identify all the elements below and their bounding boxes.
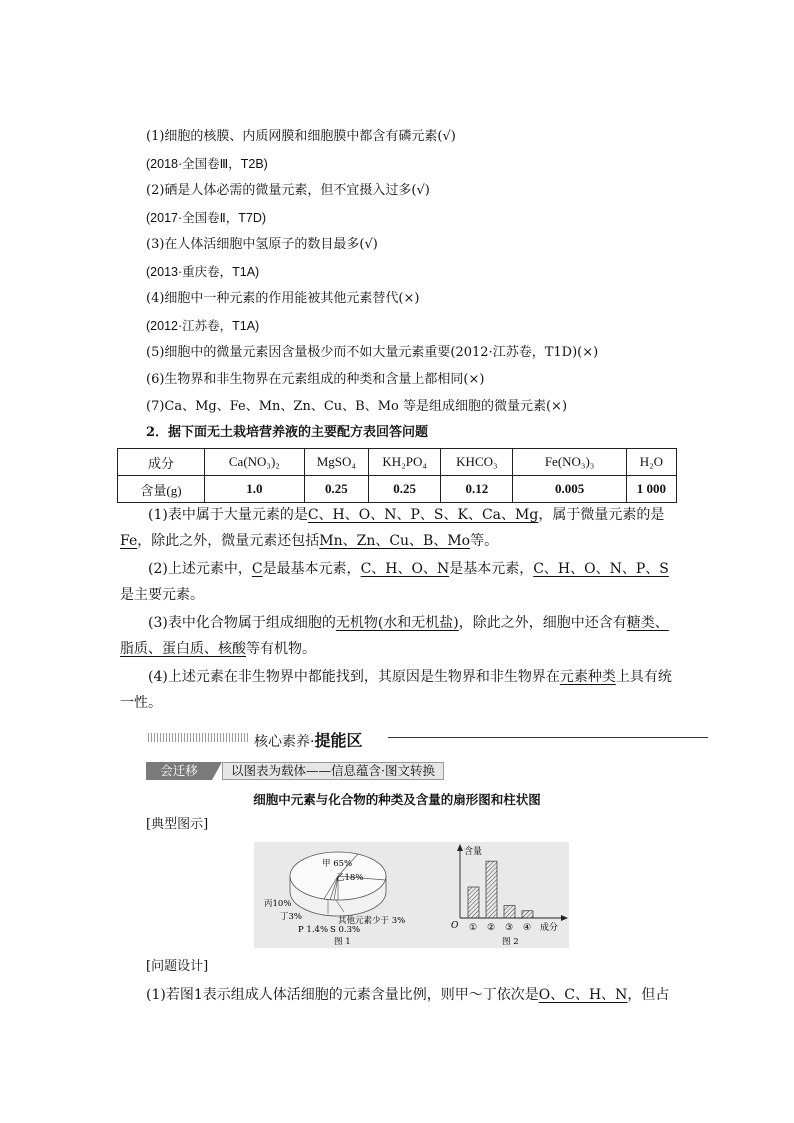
- section-dots: [148, 733, 250, 742]
- x-axis-arrow: [561, 915, 568, 921]
- x-axis-label: 成分: [540, 923, 559, 933]
- table-cell: 0.005: [513, 476, 626, 503]
- answer-blank: C、H、O、N、P、S: [533, 561, 669, 577]
- q1-source-3: (2013·重庆卷，T1A): [146, 265, 260, 279]
- pie-label-f: P 1.4%: [298, 925, 329, 935]
- table-header-cell: KHCO₃: [441, 449, 513, 476]
- answer-blank: Fe: [120, 533, 138, 549]
- tag-tail: [212, 762, 222, 780]
- table-cell: 0.12: [441, 476, 513, 503]
- q2-answer-4: (4)上述元素在非生物界中都能找到，其原因是生物界和非生物界在元素种类上具有统一性。: [120, 669, 672, 711]
- table-cell: 0.25: [369, 476, 441, 503]
- section-tag: 会迁移: [146, 762, 212, 780]
- q1-item-1: (1)细胞的核膜、内质网膜和细胞膜中都含有磷元素(√): [146, 129, 456, 144]
- table-header-cell: H₂O: [626, 449, 676, 476]
- q1-item-2: (2)硒是人体必需的微量元素，但不宜摄入过多(√): [146, 183, 430, 198]
- bar-3: [504, 906, 515, 918]
- bar-4: [522, 911, 533, 918]
- typical-label: [典型图示]: [146, 817, 209, 832]
- answer-blank: 元素种类: [559, 669, 616, 685]
- table-header-cell: MgSO₄: [304, 449, 368, 476]
- answer-blank: 糖类、脂质、蛋白质、核酸: [120, 615, 669, 657]
- y-axis-arrow: [457, 844, 463, 851]
- y-axis-label: 含量: [464, 847, 483, 857]
- pie-label-e: 其他元素少于 3%: [338, 916, 406, 926]
- answer-blank: 无机物(水和无机盐): [335, 615, 459, 631]
- design-label: [问题设计]: [146, 959, 209, 974]
- table-header-cell: 成分: [118, 449, 205, 476]
- q1-source-1: (2018·全国卷Ⅲ，T2B): [146, 157, 268, 171]
- q1-item-4: (4)细胞中一种元素的作用能被其他元素替代(×): [146, 291, 420, 306]
- table-header-cell: KH₂PO₄: [369, 449, 441, 476]
- tag-description: 以图表为载体——信息蕴含·图文转换: [222, 762, 444, 780]
- q1-item-3: (3)在人体活细胞中氢原子的数目最多(√): [146, 237, 378, 252]
- x-tick-label: ②: [487, 923, 496, 933]
- answer-blank: O、C、H、N: [538, 987, 628, 1003]
- q2-title: 2．据下面无土栽培营养液的主要配方表回答问题: [146, 425, 429, 440]
- q1-item-6: (6)生物界和非生物界在元素组成的种类和含量上都相同(×): [146, 372, 485, 387]
- answer-blank: C、H、O、N: [360, 561, 450, 577]
- x-tick-label: ③: [505, 923, 514, 933]
- table-cell: 含量(g): [118, 476, 205, 503]
- pie-label-d: 丁3%: [280, 912, 302, 922]
- bar-2: [486, 861, 497, 918]
- answer-blank: C: [251, 561, 263, 577]
- q2-answer-1: (1)表中属于大量元素的是C、H、O、N、P、S、K、Ca、Mg，属于微量元素的是Fe，除此之外，微量元素还包括Mn、Zn、Cu、B、Mo等。: [120, 507, 665, 549]
- bar-chart: [451, 844, 568, 947]
- pie-label-g: S 0.3%: [330, 925, 361, 935]
- figure-panel: [254, 842, 569, 948]
- q1-item-7: (7)Ca、Mg、Fe、Mn、Zn、Cu、B、Mo 等是组成细胞的微量元素(×): [146, 399, 568, 414]
- pie-label-a: 甲 65%: [322, 859, 353, 869]
- answer-blank: C、H、O、N、P、S、K、Ca、Mg: [307, 507, 539, 523]
- origin-label: O: [451, 921, 459, 931]
- q1-source-2: (2017·全国卷Ⅱ，T7D): [146, 211, 267, 225]
- fig1-caption: 图 1: [334, 937, 351, 947]
- pie-label-b: 乙18%: [336, 873, 364, 883]
- x-tick-label: ①: [469, 923, 478, 933]
- section-title: 核心素养·提能区: [254, 731, 363, 750]
- design-question-1: (1)若图1表示组成人体活细胞的元素含量比例，则甲～丁依次是O、C、H、N，但占: [146, 987, 670, 1003]
- figure-svg: [254, 842, 569, 948]
- q1-item-5: (5)细胞中的微量元素因含量极少而不如大量元素重要(2012·江苏卷，T1D)(×): [146, 345, 599, 360]
- table-header-cell: Fe(NO₃)₃: [513, 449, 626, 476]
- answer-blank: Mn、Zn、Cu、B、Mo: [319, 533, 471, 549]
- pie-chart: [264, 852, 405, 947]
- table-cell: 1.0: [205, 476, 305, 503]
- fig2-caption: 图 2: [502, 937, 519, 947]
- table-cell: 0.25: [304, 476, 368, 503]
- q2-answer-2: (2)上述元素中，C是最基本元素，C、H、O、N是基本元素，C、H、O、N、P、S是主要元素。: [120, 561, 669, 603]
- bar-1: [468, 887, 479, 918]
- nutrient-table: [117, 448, 677, 503]
- table-cell: 1 000: [626, 476, 676, 503]
- x-tick-label: ④: [523, 923, 532, 933]
- section-divider: [388, 737, 708, 738]
- q2-answer-3: (3)表中化合物属于组成细胞的无机物(水和无机盐)，除此之外，细胞中还含有糖类、脂质、蛋白质、核酸等有机物。: [120, 615, 669, 657]
- figure-title: 细胞中元素与化合物的种类及含量的扇形图和柱状图: [253, 792, 541, 807]
- q1-source-4: (2012·江苏卷，T1A): [146, 319, 260, 333]
- pie-label-c: 丙10%: [264, 899, 292, 909]
- table-header-cell: Ca(NO₃)₂: [205, 449, 305, 476]
